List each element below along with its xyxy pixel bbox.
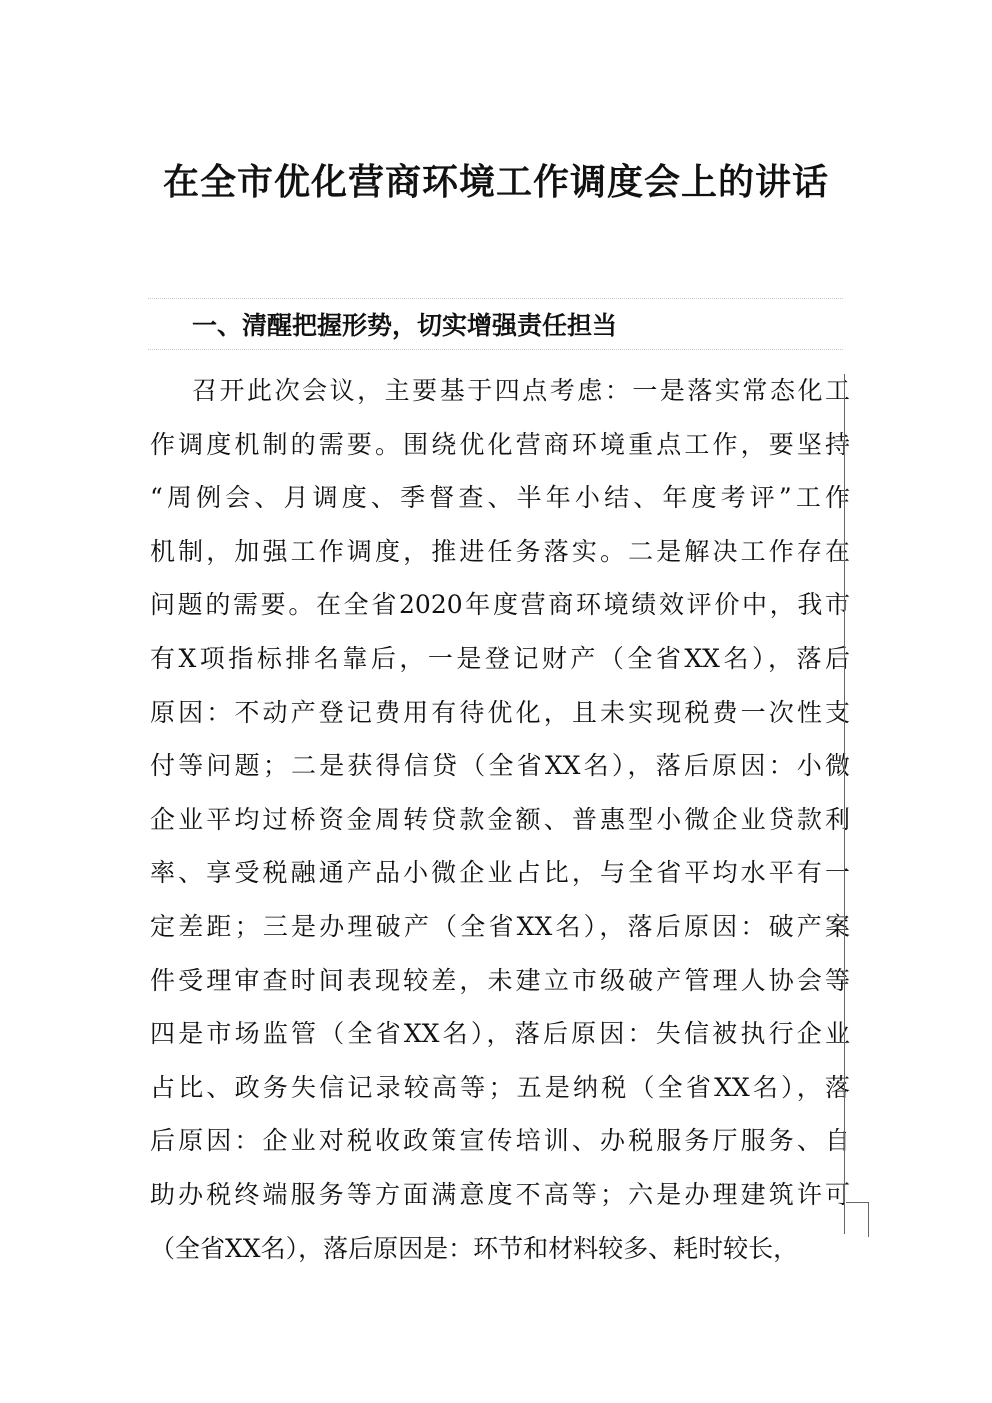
section-heading: 一、清醒把握形势，切实增强责任担当 — [192, 311, 618, 340]
paragraph-line: 企业平均过桥资金周转贷款金额、普惠型小微企业贷款利 — [150, 804, 850, 834]
paragraph-line: 召开此次会议，主要基于四点考虑：一是落实常态化工 — [192, 376, 850, 405]
paragraph-line: 作调度机制的需要。围绕优化营商环境重点工作，要坚持 — [150, 429, 850, 459]
document-title: 在全市优化营商环境工作调度会上的讲话 — [162, 161, 829, 203]
paragraph-line: 占比、政务失信记录较高等；五是纳税（全省XX名），落 — [150, 1072, 850, 1102]
body-paragraph — [150, 364, 850, 1275]
right-margin-line — [844, 374, 845, 1234]
paragraph-line: 后原因：企业对税收政策宣传培训、办税服务厅服务、自 — [150, 1126, 850, 1156]
paragraph-line: （全省XX名），落后原因是：环节和材料较多、耗时较长， — [150, 1233, 799, 1263]
paragraph-line: 原因：不动产登记费用有待优化，且未实现税费一次性支 — [150, 697, 850, 727]
paragraph-line: 付等问题；二是获得信贷（全省XX名），落后原因：小微 — [150, 751, 850, 781]
paragraph-line: 机制，加强工作调度，推进任务落实。二是解决工作存在 — [150, 536, 850, 566]
paragraph-line: 有X项指标排名靠后，一是登记财产（全省XX名），落后 — [150, 643, 850, 673]
paragraph-line: “周例会、月调度、季督查、半年小结、年度考评”工作 — [150, 483, 850, 513]
paragraph-line: 问题的需要。在全省2020年度营商环境绩效评价中，我市 — [150, 590, 850, 620]
paragraph-line: 四是市场监管（全省XX名），落后原因：失信被执行企业 — [150, 1019, 850, 1049]
heading-bottom-rule — [148, 349, 843, 350]
heading-top-rule — [148, 298, 843, 299]
paragraph-line: 定差距；三是办理破产（全省XX名），落后原因：破产案 — [150, 911, 850, 941]
paragraph-line: 率、享受税融通产品小微企业占比，与全省平均水平有一 — [150, 858, 850, 888]
paragraph-line: 助办税终端服务等方面满意度不高等；六是办理建筑许可 — [150, 1179, 850, 1209]
page-corner-mark — [846, 1202, 869, 1237]
paragraph-line: 件受理审查时间表现较差，未建立市级破产管理人协会等 — [150, 965, 850, 995]
